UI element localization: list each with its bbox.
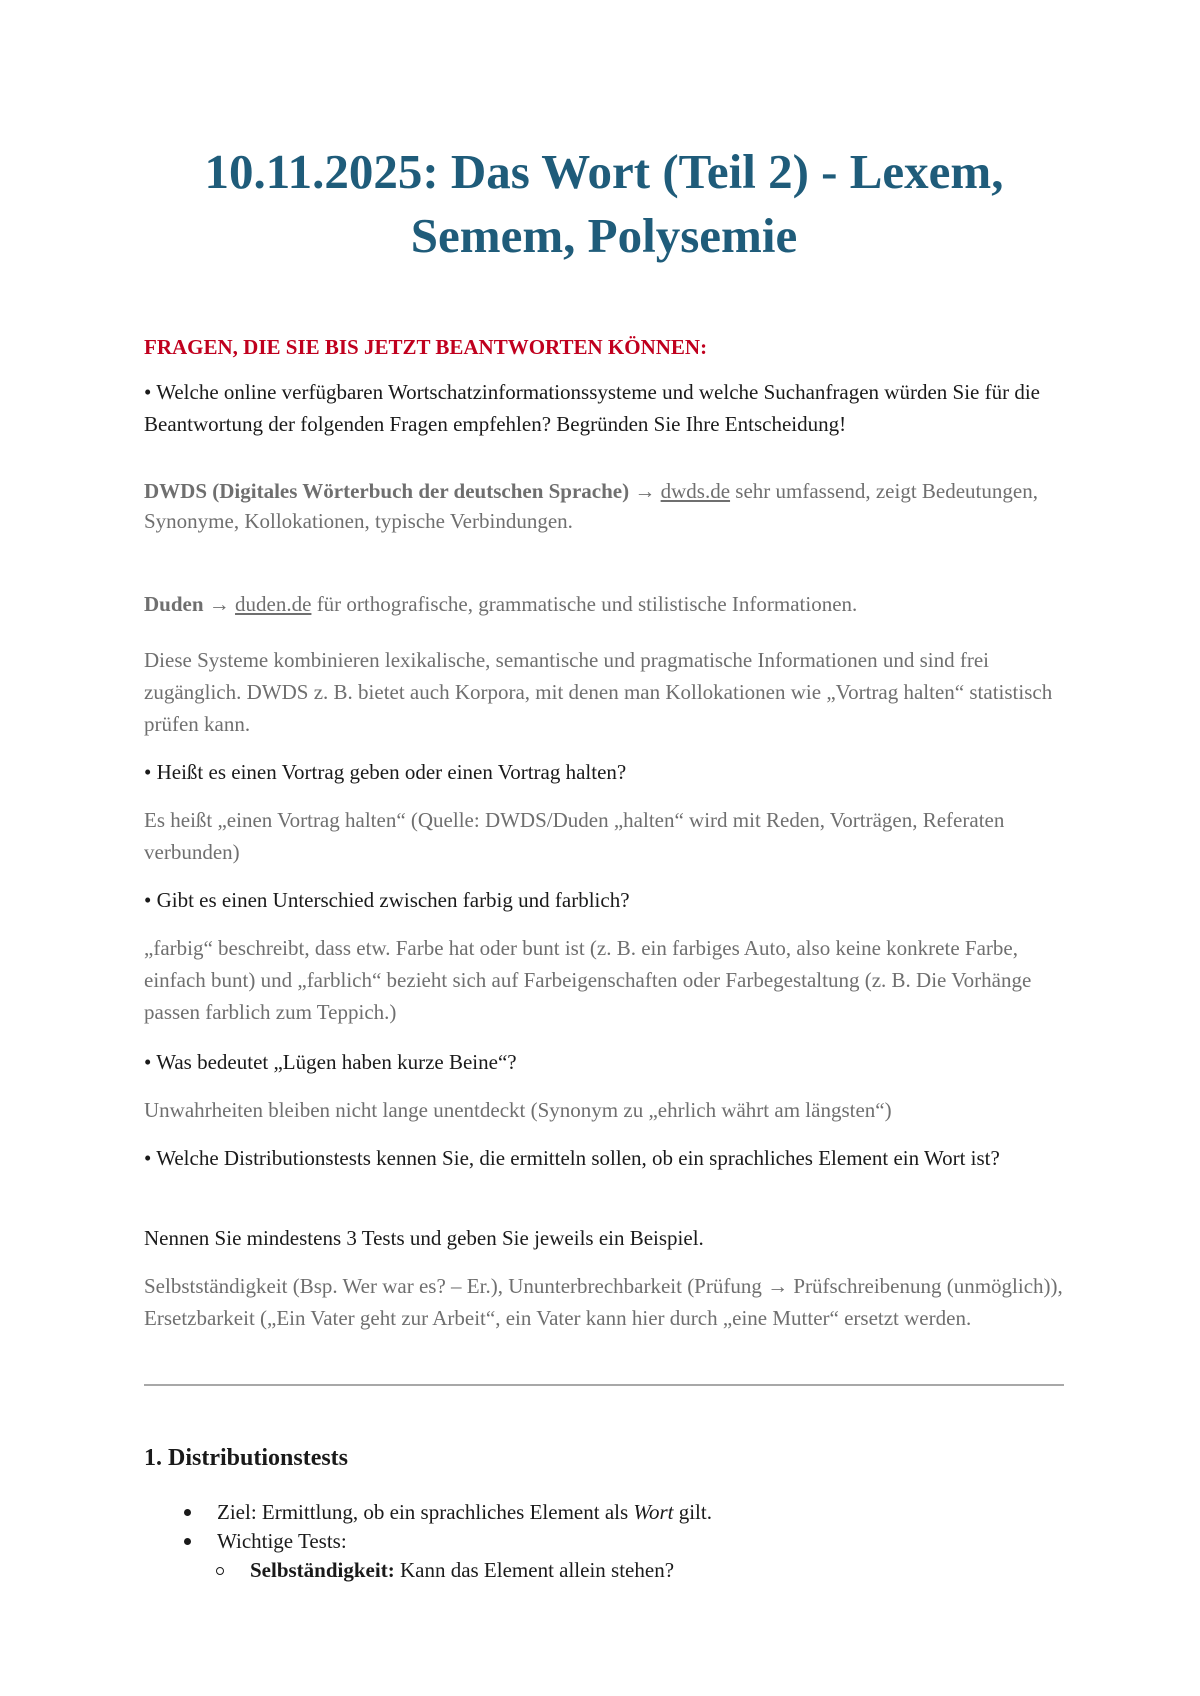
horizontal-divider [144, 1384, 1064, 1386]
page-title: 10.11.2025: Das Wort (Teil 2) - Lexem, Semem, Polysemie [204, 144, 1004, 263]
dwds-arrow: → [629, 479, 661, 503]
answer-3: „farbig“ beschreibt, dass etw. Farbe hat oder bunt ist (z. B. ein farbiges Auto, also keine konkrete Farbe, einfach bunt) und „farblich“ bezieht sich auf Farbeigenschaften oder Farbegestaltung (z. B. Die Vorhänge passen farblich zum Teppich.) [144, 936, 1032, 1024]
ziel-text: Ziel: Ermittlung, ob ein sprachliches Element als [217, 1500, 634, 1524]
tests-text: Wichtige Tests: [217, 1529, 347, 1553]
duden-text: für orthografische, grammatische und stilistische Informationen. [311, 592, 858, 616]
dwds-link[interactable]: dwds.de [660, 479, 731, 503]
section-title-distributionstests: 1. Distributionstests [144, 1445, 349, 1471]
question-1: • Welche online verfügbaren Wortschatzinformationssysteme und welche Suchanfragen würden Sie für die Beantwortung der folgenden Fragen empfehlen? Begründen Sie Ihre Entscheidung! [144, 380, 1040, 436]
selbstaendigkeit-text: Kann das Element allein stehen? [394, 1558, 675, 1582]
dwds-text: sehr umfassend, zeigt Bedeutungen, Synonyme, Kollokationen, typische Verbindungen. [144, 479, 1038, 533]
question-5: • Welche Distributionstests kennen Sie, die ermitteln sollen, ob ein sprachliches Element ein Wort ist? [144, 1146, 1000, 1170]
systems-paragraph: Diese Systeme kombinieren lexikalische, semantische und pragmatische Informationen und sind frei zugänglich. DWDS z. B. bietet auch Korpora, mit denen man Kollokationen wie „Vortrag halten“ statistisch prüfen kann. [144, 648, 1053, 736]
selbstaendigkeit-label: Selbständigkeit: [250, 1558, 395, 1582]
questions-heading: FRAGEN, DIE SIE BIS JETZT BEANTWORTEN KÖNNEN: [144, 335, 708, 359]
answer-2: Es heißt „einen Vortrag halten“ (Quelle: DWDS/Duden „halten“ wird mit Reden, Vorträgen, Referaten verbunden) [144, 808, 1005, 864]
bullet-icon [184, 1509, 191, 1516]
ziel-emphasis: Wort [633, 1500, 674, 1524]
question-4: • Was bedeutet „Lügen haben kurze Beine“? [144, 1050, 517, 1074]
bullet-icon [184, 1538, 191, 1545]
question-3: • Gibt es einen Unterschied zwischen farbig und farblich? [144, 888, 630, 912]
circle-bullet-icon [216, 1567, 224, 1575]
duden-link[interactable]: duden.de [235, 592, 312, 616]
answer-5: Selbstständigkeit (Bsp. Wer war es? – Er.), Ununterbrechbarkeit (Prüfung → Prüfschreibenung (unmöglich)), Ersetzbarkeit („Ein Vater geht zur Arbeit“, ein Vater kann hier durch „eine Mutter“ ersetzt werden. [144, 1274, 1063, 1330]
dwds-label: DWDS (Digitales Wörterbuch der deutschen Sprache) [144, 479, 630, 503]
question-2: • Heißt es einen Vortrag geben oder einen Vortrag halten? [144, 760, 627, 784]
duden-paragraph [144, 588, 1064, 620]
ziel-suffix: gilt. [673, 1500, 712, 1524]
duden-arrow: → [203, 592, 236, 616]
dwds-paragraph [144, 476, 1064, 536]
question-5-instruction: Nennen Sie mindestens 3 Tests und geben Sie jeweils ein Beispiel. [144, 1226, 704, 1250]
answer-4: Unwahrheiten bleiben nicht lange unentdeckt (Synonym zu „ehrlich währt am längsten“) [144, 1098, 892, 1122]
duden-label: Duden [144, 592, 204, 616]
